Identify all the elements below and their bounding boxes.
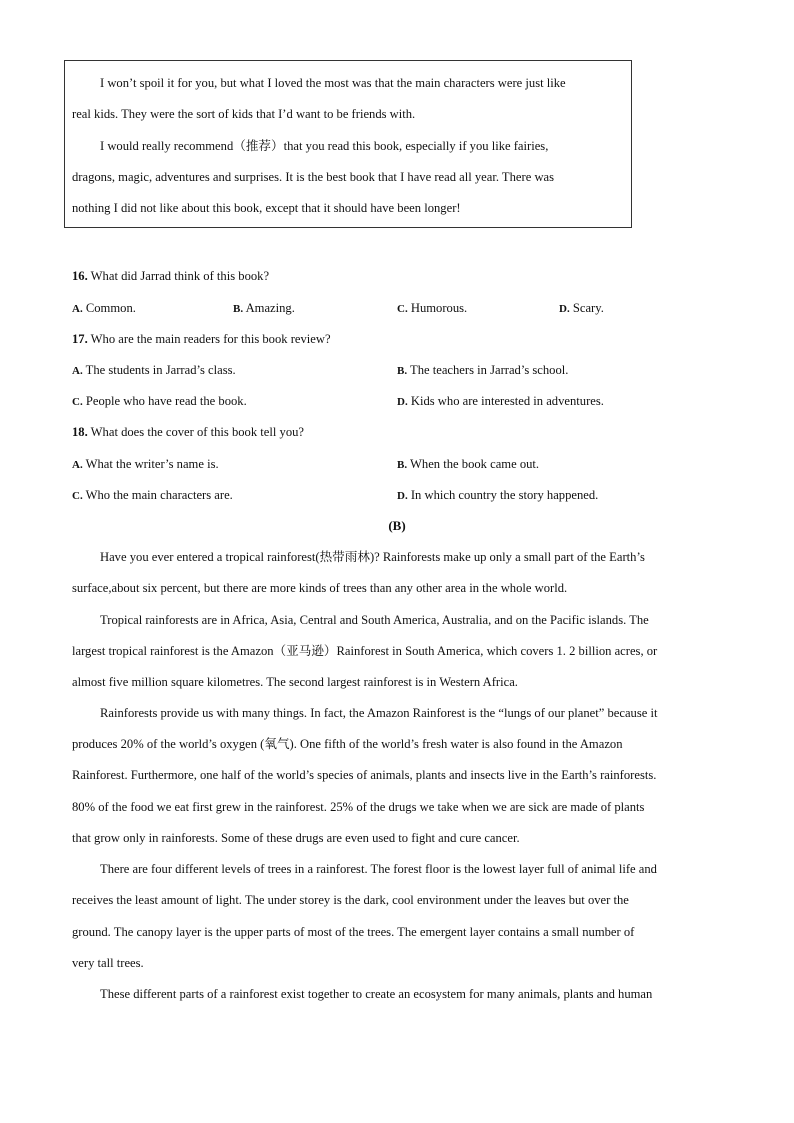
option-text: Common.	[85, 301, 136, 315]
option-16c[interactable]	[397, 300, 467, 317]
option-letter: D.	[559, 303, 570, 315]
option-18b[interactable]	[397, 456, 539, 473]
option-text: Scary.	[572, 301, 604, 315]
question-text: Who are the main readers for this book review?	[90, 332, 331, 346]
option-18a[interactable]	[72, 456, 219, 473]
option-text: What the writer’s name is.	[85, 457, 219, 471]
question-number: 17.	[72, 332, 88, 346]
passage-line: surface,about six percent, but there are more kinds of trees than any other area in the whole world.	[72, 581, 568, 595]
passage-line: almost five million square kilometres. The second largest rainforest is in Western Africa.	[72, 675, 518, 689]
option-text: People who have read the book.	[85, 394, 247, 408]
option-text: Amazing.	[245, 301, 295, 315]
option-letter: C.	[72, 490, 83, 502]
passage-line: largest tropical rainforest is the Amazon（亚马逊）Rainforest in South America, which covers 1. 2 billion acres, or	[72, 644, 658, 658]
box-line: real kids. They were the sort of kids that I’d want to be friends with.	[72, 107, 416, 121]
option-text: When the book came out.	[410, 457, 540, 471]
option-letter: B.	[397, 365, 408, 377]
option-16b[interactable]	[233, 300, 295, 317]
option-letter: A.	[72, 365, 83, 377]
option-text: Humorous.	[410, 301, 468, 315]
option-letter: B.	[397, 459, 408, 471]
option-letter: C.	[72, 396, 83, 408]
passage-line: There are four different levels of trees in a rainforest. The forest floor is the lowest layer full of animal life and	[100, 862, 657, 876]
option-text: Kids who are interested in adventures.	[410, 394, 604, 408]
option-17d[interactable]	[397, 393, 604, 410]
question-number: 16.	[72, 269, 88, 283]
option-letter: D.	[397, 396, 408, 408]
box-line: dragons, magic, adventures and surprises. It is the best book that I have read all year. There was	[72, 170, 555, 184]
option-text: Who the main characters are.	[85, 488, 233, 502]
question-text: What did Jarrad think of this book?	[90, 269, 270, 283]
passage-line: ground. The canopy layer is the upper parts of most of the trees. The emergent layer contains a small number of	[72, 925, 635, 939]
option-letter: B.	[233, 303, 244, 315]
option-letter: A.	[72, 459, 83, 471]
option-17c[interactable]	[72, 393, 247, 410]
question-number: 18.	[72, 425, 88, 439]
option-text: In which country the story happened.	[410, 488, 599, 502]
box-line: I won’t spoil it for you, but what I loved the most was that the main characters were just like	[100, 76, 566, 90]
passage-line: Rainforest. Furthermore, one half of the world’s species of animals, plants and insects live in the Earth’s rainforests.	[72, 768, 657, 782]
box-line: nothing I did not like about this book, except that it should have been longer!	[72, 201, 461, 215]
question-18	[72, 424, 304, 440]
passage-line: Rainforests provide us with many things. In fact, the Amazon Rainforest is the “lungs of our planet” because it	[100, 706, 658, 720]
passage-line: Tropical rainforests are in Africa, Asia, Central and South America, Australia, and on the Pacific islands. The	[100, 613, 649, 627]
option-text: The students in Jarrad’s class.	[85, 363, 236, 377]
option-18d[interactable]	[397, 487, 598, 504]
passage-line: Have you ever entered a tropical rainforest(热带雨林)? Rainforests make up only a small part of the Earth’s	[100, 550, 645, 564]
question-16	[72, 268, 269, 284]
question-text: What does the cover of this book tell you?	[90, 425, 305, 439]
question-17	[72, 331, 331, 347]
passage-line: very tall trees.	[72, 956, 144, 970]
box-line: I would really recommend（推荐）that you read this book, especially if you like fairies,	[100, 139, 549, 153]
passage-line: receives the least amount of light. The under storey is the dark, cool environment under the leaves but over the	[72, 893, 629, 907]
option-16a[interactable]	[72, 300, 136, 317]
passage-line: 80% of the food we eat first grew in the rainforest. 25% of the drugs we take when we are sick are made of plants	[72, 800, 645, 814]
option-letter: A.	[72, 303, 83, 315]
passage-line: produces 20% of the world’s oxygen (氧气). One fifth of the world’s fresh water is also found in the Amazon	[72, 737, 623, 751]
option-17a[interactable]	[72, 362, 236, 379]
option-letter: C.	[397, 303, 408, 315]
option-text: The teachers in Jarrad’s school.	[410, 363, 569, 377]
section-b-title: (B)	[388, 518, 406, 533]
option-17b[interactable]	[397, 362, 568, 379]
option-16d[interactable]	[559, 300, 604, 317]
passage-line: that grow only in rainforests. Some of these drugs are even used to fight and cure cancer.	[72, 831, 520, 845]
option-18c[interactable]	[72, 487, 233, 504]
passage-line: These different parts of a rainforest exist together to create an ecosystem for many animals, plants and human	[100, 987, 653, 1001]
option-letter: D.	[397, 490, 408, 502]
